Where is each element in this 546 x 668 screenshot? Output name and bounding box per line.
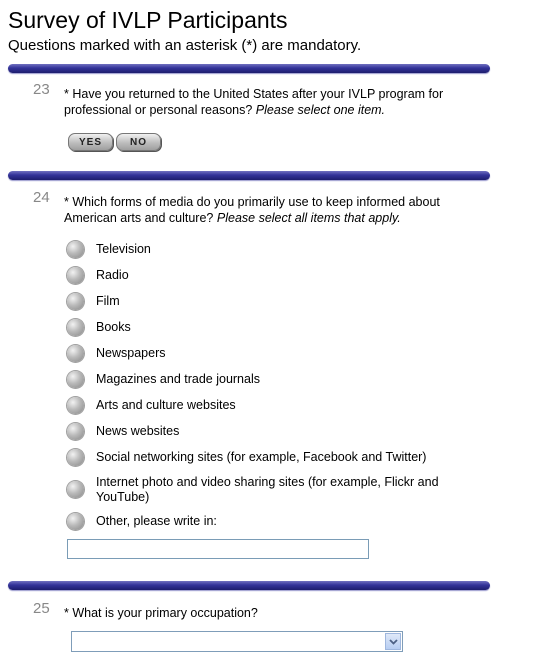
radio-circle-icon[interactable] [67, 267, 84, 284]
option-label: Magazines and trade journals [96, 372, 260, 386]
question-text [64, 605, 484, 621]
radio-circle-icon[interactable] [67, 397, 84, 414]
no-button[interactable]: NO [116, 133, 161, 151]
option-label: Other, please write in: [96, 514, 217, 528]
radio-circle-icon[interactable] [67, 345, 84, 362]
question-prompt: * Which forms of media do you primarily use to keep informed about American arts and culture? [64, 195, 440, 225]
question-number: 23 [33, 81, 50, 98]
radio-circle-icon[interactable] [67, 481, 84, 498]
radio-circle-icon[interactable] [67, 423, 84, 440]
option-label: Radio [96, 268, 129, 282]
other-write-in-field[interactable] [67, 539, 369, 559]
page-subtitle: Questions marked with an asterisk (*) are mandatory. [8, 37, 362, 54]
option-label: Film [96, 294, 120, 308]
option-label: Newspapers [96, 346, 166, 360]
section-divider [8, 171, 490, 180]
option-label: Books [96, 320, 131, 334]
option-label: Internet photo and video sharing sites (for example, Flickr and YouTube) [96, 475, 439, 504]
yes-button[interactable]: YES [68, 133, 113, 151]
question-instruction: Please select all items that apply. [216, 211, 401, 225]
occupation-select[interactable] [71, 631, 403, 652]
question-text [64, 86, 484, 118]
section-divider [8, 64, 490, 73]
radio-circle-icon[interactable] [67, 319, 84, 336]
option-label: Arts and culture websites [96, 398, 236, 412]
radio-circle-icon[interactable] [67, 513, 84, 530]
radio-circle-icon[interactable] [67, 371, 84, 388]
option-label: Television [96, 242, 151, 256]
question-prompt: * Have you returned to the United States after your IVLP program for professional or personal reasons? [64, 87, 444, 117]
question-number: 24 [33, 189, 50, 206]
question-prompt: * What is your primary occupation? [64, 606, 258, 620]
radio-circle-icon[interactable] [67, 293, 84, 310]
question-text [64, 194, 484, 226]
chevron-down-icon[interactable] [385, 633, 401, 650]
question-instruction: Please select one item. [255, 103, 386, 117]
section-divider [8, 581, 490, 590]
radio-circle-icon[interactable] [67, 449, 84, 466]
option-label: Social networking sites (for example, Facebook and Twitter) [96, 450, 427, 464]
radio-circle-icon[interactable] [67, 241, 84, 258]
option-label: News websites [96, 424, 180, 438]
page-title: Survey of IVLP Participants [8, 7, 288, 33]
question-number: 25 [33, 600, 50, 617]
